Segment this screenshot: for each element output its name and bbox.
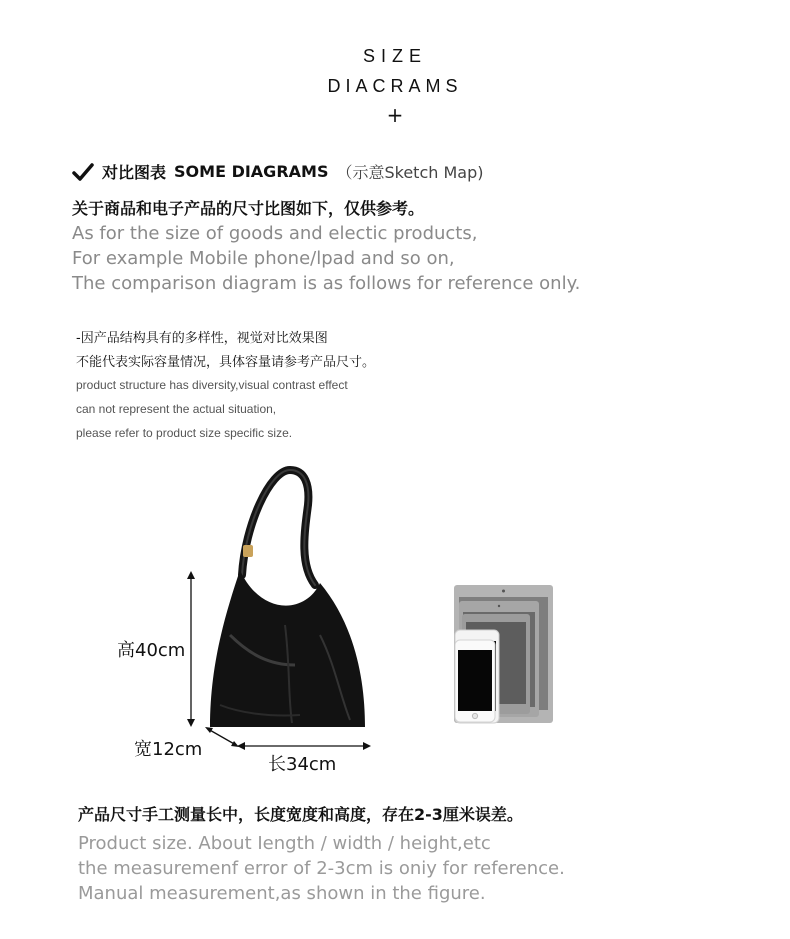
note-en-line: product structure has diversity,visual contrast effect: [76, 378, 348, 392]
handbag-image: [200, 465, 380, 735]
footer-en-line: the measuremenf error of 2-3cm is oniy for reference.: [78, 858, 565, 879]
intro-en-line: For example Mobile phone/lpad and so on,: [72, 248, 455, 269]
intro-cn: 关于商品和电子产品的尺寸比图如下，仅供参考。: [72, 199, 425, 218]
footer-cn: 产品尺寸手工测量长中，长度宽度和高度，存在2-3厘米误差。: [78, 805, 523, 824]
plus-icon: +: [386, 103, 404, 127]
footer-en-line: Manual measurement,as shown in the figure.: [78, 883, 486, 904]
length-label: 长34cm: [268, 754, 337, 775]
diagrams-title: DIACRAMS: [327, 76, 463, 96]
heading-en: SOME DIAGRAMS: [174, 162, 329, 181]
devices-image: [452, 584, 556, 726]
section-heading: [72, 160, 483, 183]
checkmark-icon: [72, 161, 94, 183]
height-label: 高40cm: [117, 640, 186, 661]
width-arrow: [204, 726, 240, 748]
note-cn-line: 不能代表实际容量情况，具体容量请参考产品尺寸。: [76, 355, 376, 370]
heading-cn: 对比图表: [102, 163, 167, 182]
intro-en-line: As for the size of goods and electic products,: [72, 223, 478, 244]
intro-en-line: The comparison diagram is as follows for reference only.: [72, 273, 581, 294]
width-label: 宽12cm: [134, 739, 203, 760]
size-title: SIZE: [362, 46, 427, 66]
note-en-line: can not represent the actual situation,: [76, 402, 277, 416]
note-en-line: please refer to product size specific size.: [76, 426, 293, 440]
footer-en-line: Product size. About Iength / width / height,etc: [78, 833, 491, 854]
height-arrow: [184, 570, 198, 728]
heading-note: （示意Sketch Map): [336, 163, 484, 182]
note-cn-line: -因产品结构具有的多样性，视觉对比效果图: [76, 331, 328, 346]
